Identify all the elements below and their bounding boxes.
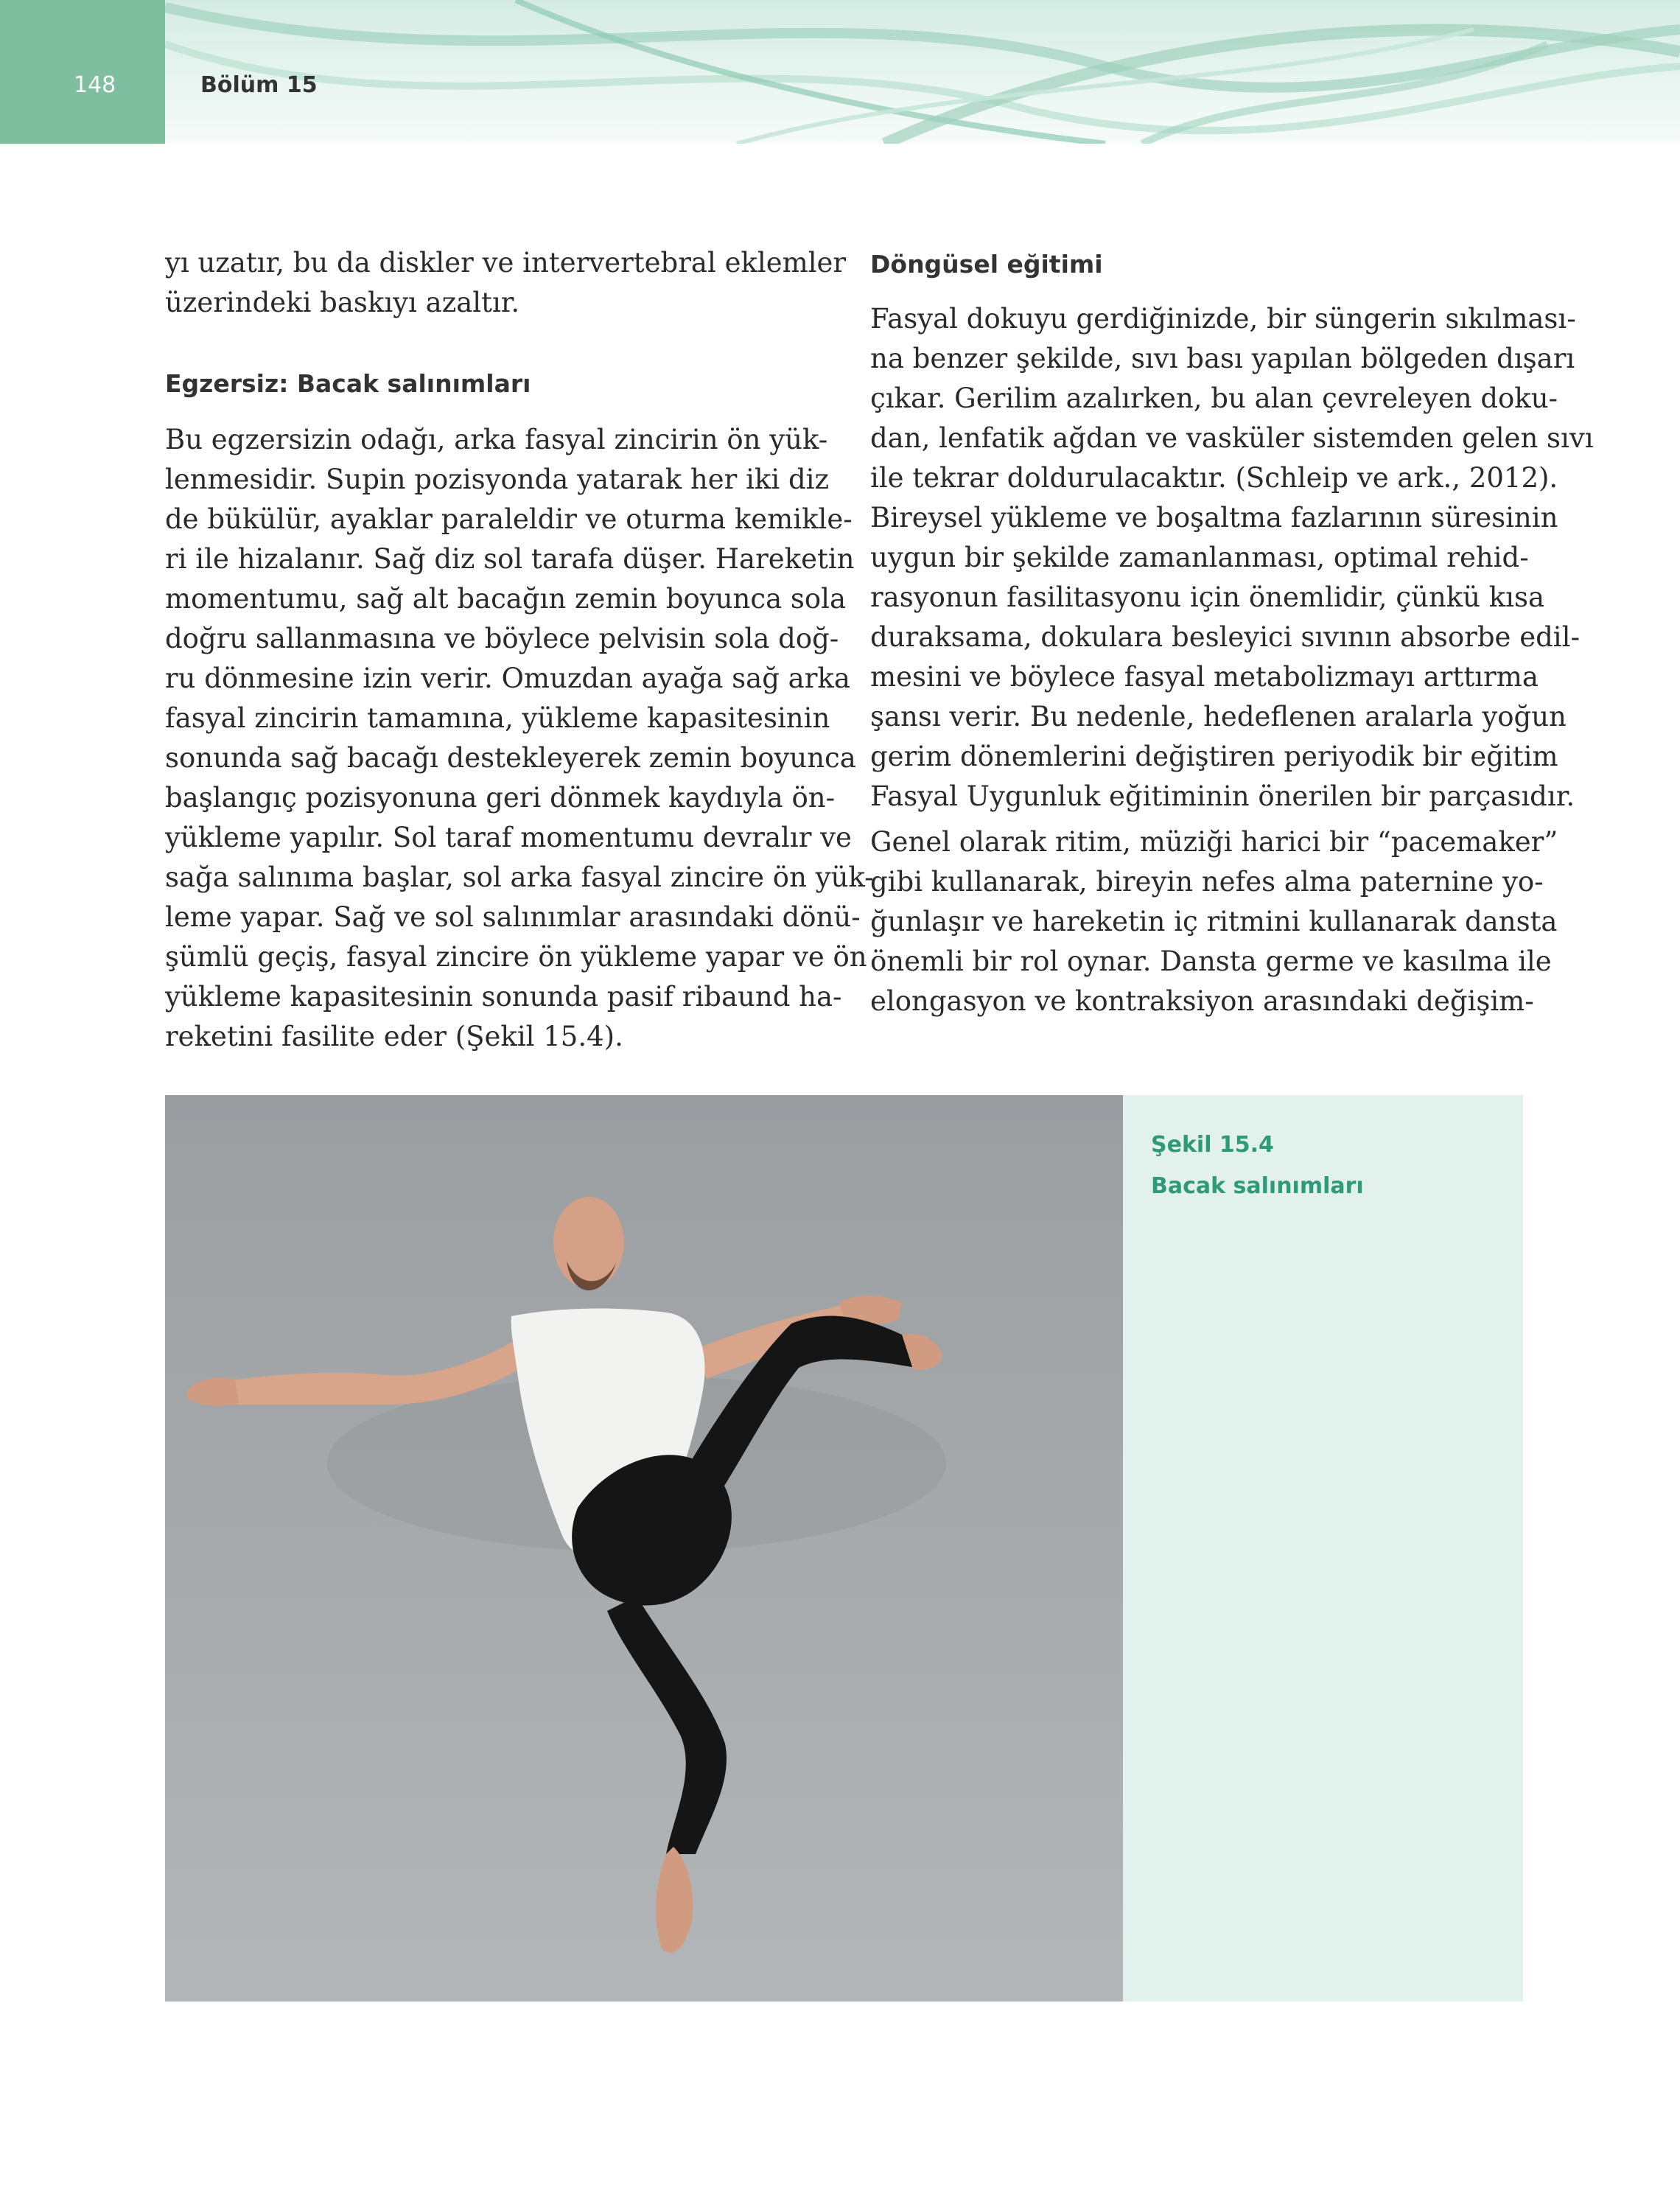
text-line: ri ile hizalanır. Sağ diz sol tarafa düşer. Hareketin (165, 543, 855, 575)
page-number-tab (0, 0, 165, 144)
text-line: Fasyal Uygunluk eğitiminin önerilen bir parçasıdır. (870, 780, 1575, 812)
text-line: momentumu, sağ alt bacağın zemin boyunca sola (165, 583, 847, 615)
text-line: ru dönmesine izin verir. Omuzdan ayağa sağ arka (165, 663, 850, 694)
body-paragraph (165, 420, 874, 1057)
section-heading: Döngüsel eğitimi (870, 250, 1103, 279)
text-line: gibi kullanarak, bireyin nefes alma paternine yo- (870, 866, 1544, 898)
chapter-label: Bölüm 15 (200, 72, 318, 98)
right-column (870, 243, 1594, 1021)
body-paragraph (870, 299, 1594, 817)
text-line: yı uzatır, bu da diskler ve intervertebral eklemler (165, 247, 847, 279)
figure-caption-panel (1123, 1095, 1523, 2002)
text-line: Genel olarak ritim, müziği harici bir “pacemaker” (870, 826, 1558, 858)
text-line: doğru sallanmasına ve böylece pelvisin sola doğ- (165, 623, 839, 654)
figure-photo (165, 1095, 1123, 2002)
figure-label: Şekil 15.4 (1151, 1132, 1274, 1158)
text-line: elongasyon ve kontraksiyon arasındaki değişim- (870, 985, 1534, 1017)
text-line: mesini ve böylece fasyal metabolizmayı arttırma (870, 661, 1539, 693)
text-line: sonunda sağ bacağı destekleyerek zemin boyunca (165, 742, 856, 774)
text-line: sağa salınıma başlar, sol arka fasyal zincire ön yük- (165, 861, 874, 893)
figure-title: Bacak salınımları (1151, 1173, 1364, 1199)
text-line: üzerindeki baskıyı azaltır. (165, 287, 520, 318)
text-line: dan, lenfatik ağdan ve vasküler sistemden gelen sıvı (870, 422, 1594, 454)
text-line: uygun bir şekilde zamanlanması, optimal rehid- (870, 542, 1529, 573)
section-heading: Egzersiz: Bacak salınımları (165, 369, 531, 398)
page-header (0, 0, 1680, 144)
text-line: reketini fasilite eder (Şekil 15.4). (165, 1021, 623, 1052)
body-paragraph (870, 822, 1558, 1021)
dancer-illustration (165, 1095, 1123, 2002)
text-line: şümlü geçiş, fasyal zincire ön yükleme yapar ve ön (165, 941, 867, 973)
text-line: fasyal zincirin tamamına, yükleme kapasitesinin (165, 702, 830, 734)
text-line: de bükülür, ayaklar paraleldir ve oturma kemikle- (165, 503, 853, 535)
text-line: ğunlaşır ve hareketin iç ritmini kullanarak dansta (870, 906, 1558, 937)
text-line: çıkar. Gerilim azalırken, bu alan çevreleyen doku- (870, 382, 1558, 414)
text-line: lenmesidir. Supin pozisyonda yatarak her iki diz (165, 464, 829, 495)
text-line: duraksama, dokulara besleyici sıvının absorbe edil- (870, 621, 1580, 653)
text-line: şansı verir. Bu nedenle, hedeflenen aralarla yoğun (870, 701, 1567, 733)
text-line: Fasyal dokuyu gerdiğinizde, bir süngerin sıkılması- (870, 303, 1576, 335)
text-line: yükleme kapasitesinin sonunda pasif ribaund ha- (165, 981, 842, 1013)
text-line: na benzer şekilde, sıvı bası yapılan bölgeden dışarı (870, 343, 1575, 374)
page-number: 148 (74, 72, 116, 98)
left-column (165, 243, 874, 1057)
text-line: önemli bir rol oynar. Dansta germe ve kasılma ile (870, 945, 1552, 977)
intro-paragraph (165, 243, 847, 323)
text-line: ile tekrar doldurulacaktır. (Schleip ve ark., 2012). (870, 462, 1558, 494)
text-line: leme yapar. Sağ ve sol salınımlar arasındaki dönü- (165, 901, 861, 933)
text-line: gerim dönemlerini değiştiren periyodik bir eğitim (870, 741, 1558, 772)
text-line: başlangıç pozisyonuna geri dönmek kaydıyla ön- (165, 782, 836, 814)
text-line: Bireysel yükleme ve boşaltma fazlarının süresinin (870, 502, 1558, 534)
text-line: Bu egzersizin odağı, arka fasyal zincirin ön yük- (165, 424, 828, 455)
text-line: rasyonun fasilitasyonu için önemlidir, çünkü kısa (870, 581, 1545, 613)
text-line: yükleme yapılır. Sol taraf momentumu devralır ve (165, 822, 852, 853)
